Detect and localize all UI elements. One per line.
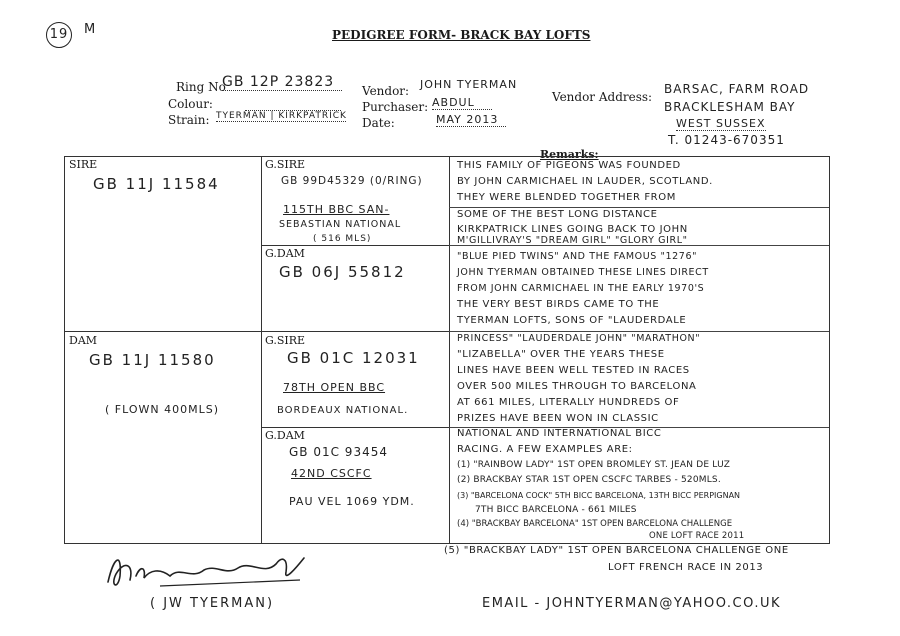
remarks-heading: Remarks: [540,148,599,161]
remark-line-23: 7TH BICC BARCELONA - 661 MILES [475,505,637,515]
purchaser-value: ABDUL [432,96,492,110]
dam-label: DAM [69,334,98,347]
ring-value: GB 12P 23823 [222,74,342,91]
remark-line-12: PRINCESS" "LAUDERDALE JOHN" "MARATHON" [457,333,701,344]
strain-label: Strain: [168,113,210,127]
remark-line-7: "BLUE PIED TWINS" AND THE FAMOUS "1276" [457,251,698,262]
sire-gsire-ring: GB 99D45329 (0/RING) [281,175,423,187]
remark-line-21: (2) BRACKBAY STAR 1ST OPEN CSCFC TARBES - 520MLS. [457,475,721,485]
dam-gsire-note-2: BORDEAUX NATIONAL. [277,405,409,416]
remark-line-27: LOFT FRENCH RACE IN 2013 [608,562,764,573]
page-mark: M [84,22,97,37]
vendor-label: Vendor: [362,84,410,98]
remark-line-11: TYERMAN LOFTS, SONS OF "LAUDERDALE [457,315,687,326]
sire-gsire-note-2: SEBASTIAN NATIONAL [279,219,402,230]
pedigree-grid [64,156,830,544]
sire-gsire-note-3: ( 516 MLS) [313,234,372,244]
dam-gsire-ring: GB 01C 12031 [287,349,420,367]
remark-line-17: PRIZES HAVE BEEN WON IN CLASSIC [457,413,659,424]
remark-line-4: SOME OF THE BEST LONG DISTANCE [457,209,658,220]
dam-gsire-note-1: 78TH OPEN BBC [283,381,386,394]
dam-gdam-ring: GB 01C 93454 [289,445,388,459]
remark-line-2: BY JOHN CARMICHAEL IN LAUDER, SCOTLAND. [457,176,713,187]
page-number: 19 [46,22,72,48]
sire-ring: GB 11J 11584 [93,175,220,193]
remark-line-9: FROM JOHN CARMICHAEL IN THE EARLY 1970'S [457,283,705,294]
remarks-cell [449,157,829,543]
colour-label: Colour: [168,97,213,111]
vendor-address-line-3: WEST SUSSEX [676,117,766,130]
dam-gsire-label: G.SIRE [265,334,306,347]
remark-line-18: NATIONAL AND INTERNATIONAL BICC [457,428,662,439]
remark-line-20: (1) "RAINBOW LADY" 1ST OPEN BROMLEY ST. JEAN DE LUZ [457,460,731,470]
date-value: MAY 2013 [436,113,506,127]
remark-line-13: "LIZABELLA" OVER THE YEARS THESE [457,349,665,360]
dam-note: ( FLOWN 400MLS) [105,403,219,416]
email-address: EMAIL - JOHNTYERMAN@YAHOO.CO.UK [482,596,782,611]
sire-gsire-label: G.SIRE [265,158,306,171]
remark-line-8: JOHN TYERMAN OBTAINED THESE LINES DIRECT [457,267,709,278]
remark-line-3: THEY WERE BLENDED TOGETHER FROM [457,192,676,203]
purchaser-label: Purchaser: [362,100,429,114]
sire-gdam-ring: GB 06J 55812 [279,263,406,281]
remark-line-14: LINES HAVE BEEN WELL TESTED IN RACES [457,365,690,376]
remark-line-24: (4) "BRACKBAY BARCELONA" 1ST OPEN BARCELONA CHALLENGE [457,519,733,529]
page-title: PEDIGREE FORM- BRACK BAY LOFTS [332,28,591,42]
remark-line-22: (3) "BARCELONA COCK" 5TH BICC BARCELONA, 13TH BICC PERPIGNAN [457,491,741,500]
remark-line-15: OVER 500 MILES THROUGH TO BARCELONA [457,381,697,392]
colour-value [245,98,341,111]
signature-scribble [100,546,320,594]
remark-line-5: KIRKPATRICK LINES GOING BACK TO JOHN [457,224,688,235]
dam-ring: GB 11J 11580 [89,351,216,369]
remark-line-26: (5) "BRACKBAY LADY" 1ST OPEN BARCELONA CHALLENGE ONE [444,545,789,556]
dam-gdam-note-2: PAU VEL 1069 YDM. [289,495,415,508]
ring-label: Ring No [176,80,226,94]
sire-gsire-note-1: 115TH BBC SAN- [283,203,390,216]
signature-name: ( JW TYERMAN) [150,596,275,611]
vendor-value: JOHN TYERMAN [420,78,518,91]
remark-line-19: RACING. A FEW EXAMPLES ARE: [457,444,633,455]
vendor-address-label: Vendor Address: [552,90,653,104]
remark-line-16: AT 661 MILES, LITERALLY HUNDREDS OF [457,397,680,408]
remark-line-6: M'GILLIVRAY'S "DREAM GIRL" "GLORY GIRL" [457,235,688,246]
sire-label: SIRE [69,158,98,171]
vendor-phone: T. 01243-670351 [668,133,785,147]
remark-line-25: ONE LOFT RACE 2011 [649,531,745,541]
dam-gdam-note-1: 42ND CSCFC [291,467,372,480]
vendor-address-line-1: BARSAC, FARM ROAD [664,82,810,96]
strain-value: TYERMAN | KIRKPATRICK [216,111,347,121]
dam-gdam-label: G.DAM [265,429,305,442]
remark-line-1: THIS FAMILY OF PIGEONS WAS FOUNDED [457,160,681,171]
sire-gdam-label: G.DAM [265,247,305,260]
remark-line-10: THE VERY BEST BIRDS CAME TO THE [457,299,660,310]
date-label: Date: [362,116,395,130]
vendor-address-line-2: BRACKLESHAM BAY [664,100,796,114]
